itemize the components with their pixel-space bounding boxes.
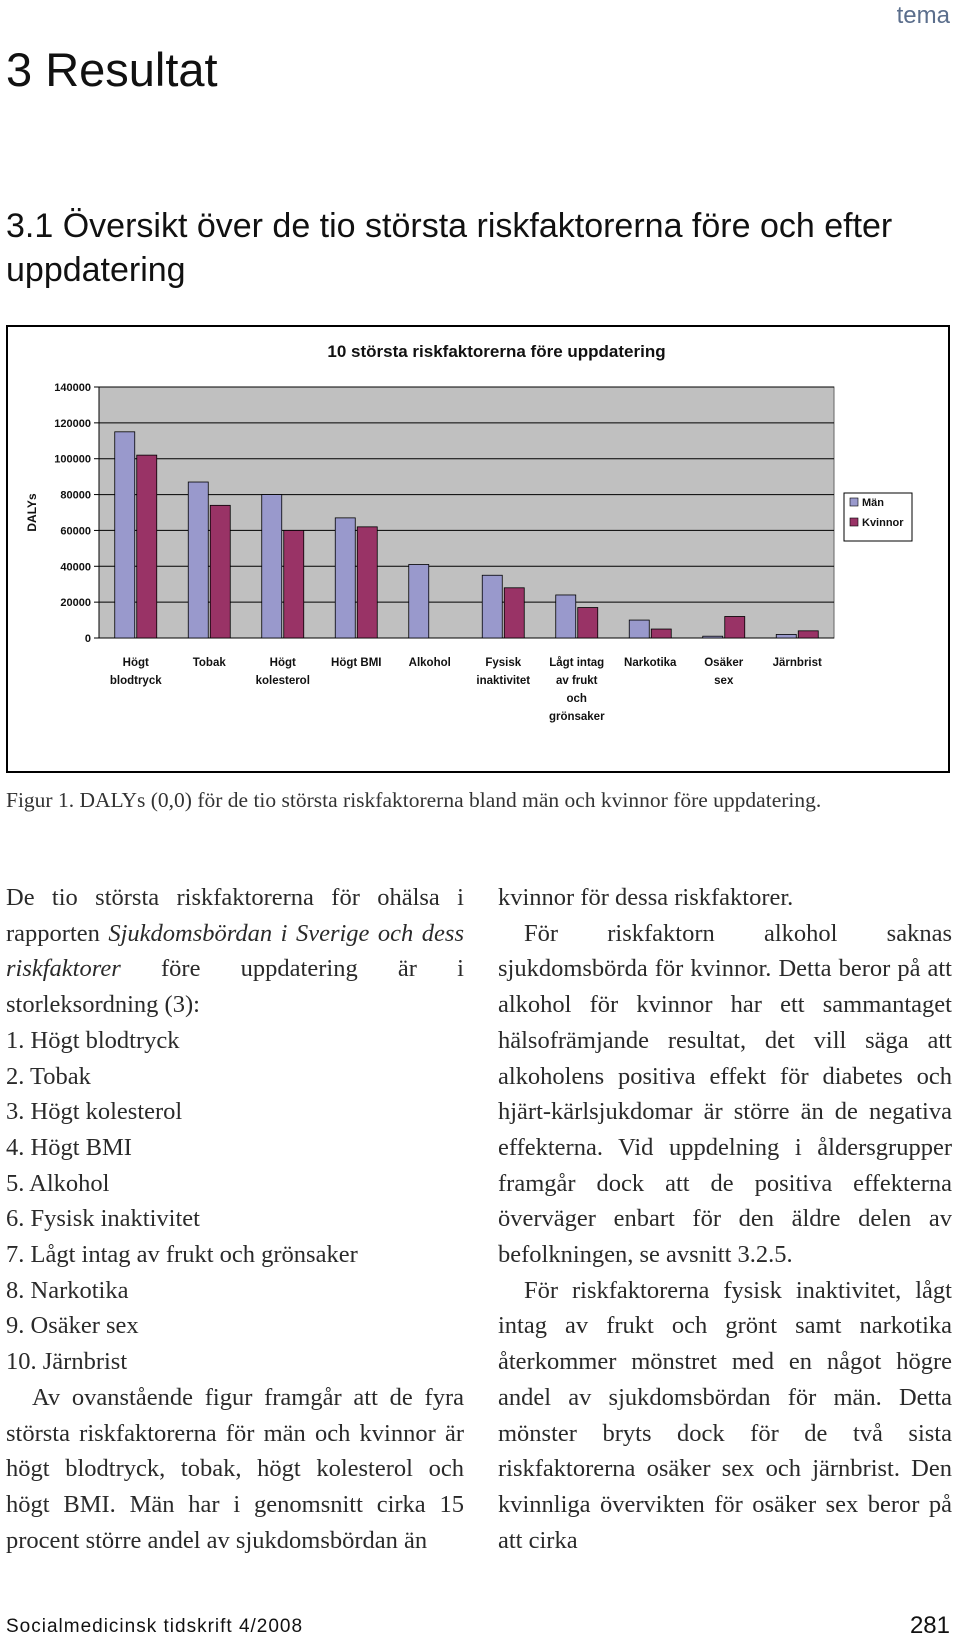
figure-caption: Figur 1. DALYs (0,0) för de tio största riskfaktorerna bland män och kvinnor före uppdatering. bbox=[6, 788, 822, 812]
x-tick-label: Högt bbox=[122, 657, 149, 669]
bar-man bbox=[335, 518, 355, 638]
section-tag: tema bbox=[896, 2, 950, 29]
chart-figure bbox=[6, 325, 950, 773]
list-item: 7. Lågt intag av frukt och grönsaker bbox=[6, 1241, 358, 1269]
x-tick-label: sex bbox=[714, 675, 734, 687]
list-item: 6. Fysisk inaktivitet bbox=[6, 1205, 200, 1233]
bar-kvinnor bbox=[725, 616, 745, 638]
bar-kvinnor bbox=[137, 455, 157, 638]
bar-man bbox=[556, 595, 576, 638]
report-title: Sjukdomsbördan i Sverige och dess riskfaktorer bbox=[6, 919, 464, 983]
bar-man bbox=[188, 482, 208, 638]
body-paragraph: För riskfaktorerna fysisk inaktivitet, lågt intag av frukt och grönt samt narkotika återkommer mönstret med en något högre andel av sjukdomsbördan för män. Detta mönster bryts dock för de två sista riskfaktorerna osäker sex och järnbrist. Den kvinnliga övervikten för osäker sex beror på att cirka bbox=[498, 1276, 952, 1554]
bar-man bbox=[703, 636, 723, 638]
intro-text-start: De tio största riskfaktorerna för ohälsa i rapporten bbox=[6, 884, 464, 947]
x-tick-label: inaktivitet bbox=[476, 675, 531, 687]
bar-kvinnor bbox=[210, 505, 230, 638]
bar-kvinnor bbox=[284, 530, 304, 638]
subsection-title: 3.1 Översikt över de tio största riskfaktorerna före och efter uppdatering bbox=[6, 207, 893, 289]
list-item: 1. Högt blodtryck bbox=[6, 1026, 180, 1054]
x-tick-label: och bbox=[566, 693, 587, 705]
y-tick-label: 100000 bbox=[54, 453, 91, 466]
bar-kvinnor bbox=[578, 608, 598, 638]
x-tick-label: Högt BMI bbox=[331, 657, 382, 669]
left-column bbox=[6, 880, 464, 1558]
intro-text-end: före uppdatering är i storleksordning (3): bbox=[6, 955, 464, 1019]
y-tick-label: 60000 bbox=[60, 525, 91, 538]
list-item: 8. Narkotika bbox=[6, 1276, 129, 1304]
bar-kvinnor bbox=[651, 629, 671, 638]
y-tick-label: 140000 bbox=[54, 382, 91, 394]
legend-label: Kvinnor bbox=[862, 517, 904, 529]
page-number: 281 bbox=[909, 1612, 950, 1639]
body-paragraph: Av ovanstående figur framgår att de fyra största riskfaktorerna för män och kvinnor är högt blodtryck, tobak, högt kolesterol och högt BMI. Män har i genomsnitt cirka 15 procent större andel av sjukdomsbördan än bbox=[6, 1383, 464, 1554]
list-item: 2. Tobak bbox=[6, 1062, 91, 1090]
section-title: 3 Resultat bbox=[6, 43, 218, 96]
x-tick-label: av frukt bbox=[555, 675, 598, 687]
y-tick-label: 20000 bbox=[60, 597, 91, 610]
bar-man bbox=[629, 620, 649, 638]
bar-man bbox=[409, 564, 429, 638]
bar-man bbox=[776, 634, 796, 638]
x-tick-label: Lågt intag bbox=[549, 657, 605, 669]
list-item: 9. Osäker sex bbox=[6, 1312, 139, 1340]
bar-kvinnor bbox=[357, 527, 377, 638]
x-tick-label: kolesterol bbox=[255, 675, 310, 687]
right-column bbox=[498, 880, 952, 1558]
x-tick-label: blodtryck bbox=[109, 675, 162, 687]
y-tick-label: 80000 bbox=[60, 489, 91, 502]
y-axis-label: DALYs bbox=[25, 493, 39, 532]
legend-swatch bbox=[850, 518, 858, 526]
bar-man bbox=[262, 495, 282, 638]
x-tick-label: grönsaker bbox=[548, 711, 605, 723]
list-item: 4. Högt BMI bbox=[6, 1133, 132, 1161]
y-tick-label: 120000 bbox=[54, 417, 91, 430]
journal-name: Socialmedicinsk tidskrift 4/2008 bbox=[6, 1616, 304, 1637]
intro-paragraph bbox=[6, 880, 464, 1023]
body-paragraph: För riskfaktorn alkohol saknas sjukdomsbörda för kvinnor. Detta beror på att alkohol för kvinnor har ett sammantaget hälsofrämjande resultat, det vill säga att alkoholens positiva effekt för diabetes och hjärt-kärlsjukdomar är större än de negativa effekterna. Vid uppdelning i åldersgrupper framgår dock att de positiva effekterna överväger enbart för den äldre delen av befolkningen, se avsnitt 3.2.5. bbox=[498, 919, 952, 1269]
bar-man bbox=[482, 575, 502, 638]
list-item: 3. Högt kolesterol bbox=[6, 1098, 183, 1126]
body-paragraph: kvinnor för dessa riskfaktorer. bbox=[498, 884, 794, 911]
x-tick-label: Järnbrist bbox=[772, 657, 822, 669]
x-tick-label: Fysisk bbox=[485, 657, 522, 669]
y-tick-label: 0 bbox=[84, 633, 91, 645]
bar-man bbox=[115, 432, 135, 638]
chart-title: 10 största riskfaktorerna före uppdatering bbox=[327, 342, 666, 361]
bar-kvinnor bbox=[504, 588, 524, 638]
x-tick-label: Högt bbox=[269, 657, 296, 669]
legend-label: Män bbox=[862, 497, 884, 509]
x-tick-label: Osäker bbox=[704, 657, 744, 669]
list-item: 10. Järnbrist bbox=[6, 1348, 128, 1376]
x-tick-label: Alkohol bbox=[408, 657, 451, 669]
x-tick-label: Narkotika bbox=[624, 657, 677, 669]
bar-chart bbox=[8, 327, 948, 771]
bar-kvinnor bbox=[798, 631, 818, 638]
x-tick-label: Tobak bbox=[192, 657, 226, 669]
list-item: 5. Alkohol bbox=[6, 1169, 110, 1197]
y-tick-label: 40000 bbox=[60, 561, 91, 574]
plot-area bbox=[99, 387, 834, 638]
risk-factor-list bbox=[6, 1023, 464, 1380]
legend-swatch bbox=[850, 498, 858, 506]
